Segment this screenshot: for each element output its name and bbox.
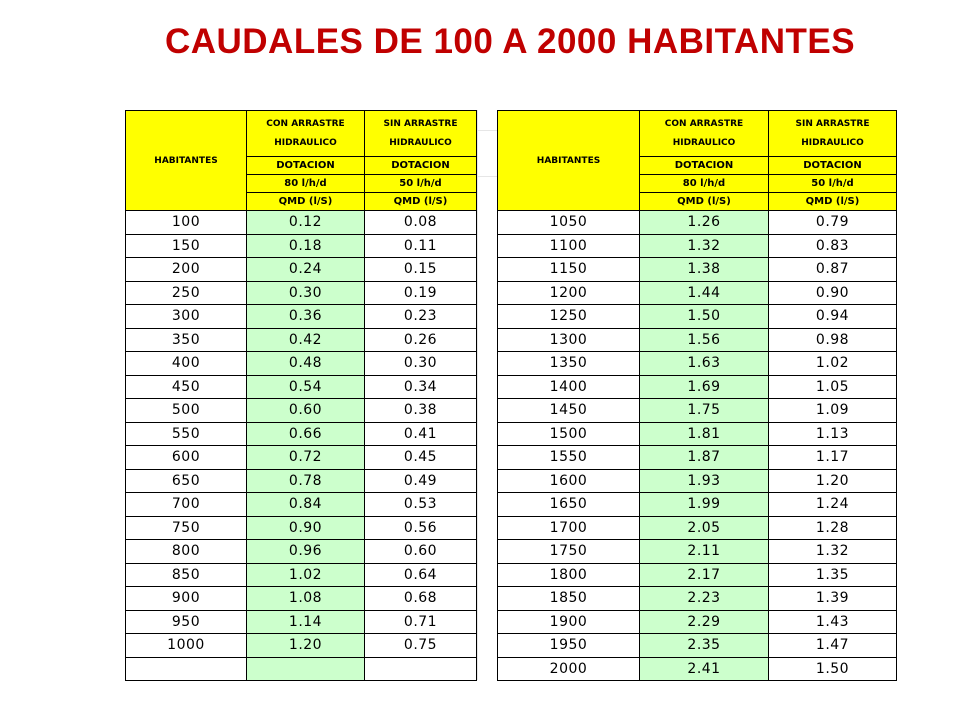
- con-arrastre-line: HIDRAULICO: [274, 137, 337, 148]
- table-row: [126, 328, 477, 352]
- habitantes-cell: 650: [126, 469, 247, 493]
- qmd-sin-cell: 0.83: [769, 234, 897, 258]
- qmd-header: QMD (l/S): [640, 193, 769, 211]
- table-row: [498, 375, 897, 399]
- qmd-sin-cell: 1.24: [769, 493, 897, 517]
- qmd-con-cell: 1.69: [640, 375, 769, 399]
- flow-table-right: [497, 110, 897, 681]
- qmd-con-cell: 0.12: [247, 211, 365, 235]
- habitantes-cell: 1650: [498, 493, 640, 517]
- con-arrastre-line: CON ARRASTRE: [266, 118, 345, 129]
- habitantes-cell: 1200: [498, 281, 640, 305]
- qmd-con-cell: 1.44: [640, 281, 769, 305]
- table-row: [498, 587, 897, 611]
- qmd-sin-cell: 0.11: [365, 234, 477, 258]
- table-row: [126, 634, 477, 658]
- habitantes-cell: 950: [126, 610, 247, 634]
- qmd-sin-cell: 0.30: [365, 352, 477, 376]
- qmd-header: QMD (l/S): [769, 193, 897, 211]
- habitantes-cell: 1150: [498, 258, 640, 282]
- qmd-sin-cell: 1.43: [769, 610, 897, 634]
- table-row: [126, 305, 477, 329]
- con-arrastre-line: HIDRAULICO: [672, 137, 736, 148]
- sin-arrastre-header: [769, 111, 897, 157]
- habitantes-cell: 850: [126, 563, 247, 587]
- qmd-con-cell: 0.90: [247, 516, 365, 540]
- dotacion-header: DOTACION: [247, 157, 365, 175]
- page-title: CAUDALES DE 100 A 2000 HABITANTES: [164, 22, 856, 61]
- table-row: [498, 352, 897, 376]
- habitantes-cell: 1850: [498, 587, 640, 611]
- qmd-sin-cell: 0.15: [365, 258, 477, 282]
- qmd-con-cell: 2.11: [640, 540, 769, 564]
- table-row: [126, 610, 477, 634]
- table-row: [498, 563, 897, 587]
- qmd-con-cell: 2.41: [640, 657, 769, 681]
- table-row: [498, 634, 897, 658]
- qmd-sin-cell: 0.08: [365, 211, 477, 235]
- qmd-con-cell: 0.30: [247, 281, 365, 305]
- table-row: [498, 281, 897, 305]
- qmd-sin-cell: 0.26: [365, 328, 477, 352]
- qmd-sin-cell: 0.34: [365, 375, 477, 399]
- con-arrastre-header: [640, 111, 769, 157]
- table-row: [498, 516, 897, 540]
- habitantes-cell: 1000: [126, 634, 247, 658]
- habitantes-cell: 750: [126, 516, 247, 540]
- table-row: [498, 422, 897, 446]
- dotacion-header: DOTACION: [365, 157, 477, 175]
- habitantes-cell: 700: [126, 493, 247, 517]
- dotacion-rate-con: 80 l/h/d: [640, 175, 769, 193]
- qmd-sin-cell: 1.39: [769, 587, 897, 611]
- qmd-con-cell: 0.60: [247, 399, 365, 423]
- habitantes-cell: 1100: [498, 234, 640, 258]
- table-row: [126, 540, 477, 564]
- table-row: [126, 493, 477, 517]
- table-row: [126, 375, 477, 399]
- qmd-con-cell: 0.42: [247, 328, 365, 352]
- table-row: [498, 234, 897, 258]
- qmd-sin-cell: 1.13: [769, 422, 897, 446]
- sin-arrastre-line: SIN ARRASTRE: [383, 118, 458, 129]
- table-row: [498, 493, 897, 517]
- qmd-sin-cell: 1.02: [769, 352, 897, 376]
- habitantes-cell: 1750: [498, 540, 640, 564]
- table-row: [498, 211, 897, 235]
- gap-gridline: [477, 110, 478, 680]
- habitantes-cell: 1900: [498, 610, 640, 634]
- qmd-con-cell: 1.75: [640, 399, 769, 423]
- habitantes-header: HABITANTES: [498, 111, 640, 211]
- table-row: [498, 305, 897, 329]
- qmd-con-cell: 2.35: [640, 634, 769, 658]
- habitantes-cell: 2000: [498, 657, 640, 681]
- habitantes-cell: 100: [126, 211, 247, 235]
- qmd-con-cell: 0.48: [247, 352, 365, 376]
- table-row: [126, 352, 477, 376]
- qmd-sin-cell: 0.49: [365, 469, 477, 493]
- qmd-sin-cell: 0.53: [365, 493, 477, 517]
- qmd-sin-cell: 1.47: [769, 634, 897, 658]
- qmd-sin-cell: 0.71: [365, 610, 477, 634]
- habitantes-cell: 1500: [498, 422, 640, 446]
- qmd-sin-cell: 1.17: [769, 446, 897, 470]
- qmd-sin-cell: 0.94: [769, 305, 897, 329]
- habitantes-cell: 1300: [498, 328, 640, 352]
- con-arrastre-line: CON ARRASTRE: [664, 118, 744, 129]
- qmd-con-cell: 1.32: [640, 234, 769, 258]
- table-row: [498, 469, 897, 493]
- qmd-sin-cell: 1.32: [769, 540, 897, 564]
- table-row: [126, 446, 477, 470]
- qmd-sin-cell: 1.50: [769, 657, 897, 681]
- qmd-con-cell: 0.78: [247, 469, 365, 493]
- habitantes-cell: 350: [126, 328, 247, 352]
- qmd-con-cell: 0.36: [247, 305, 365, 329]
- qmd-con-cell: [247, 657, 365, 681]
- habitantes-cell: 1050: [498, 211, 640, 235]
- qmd-con-cell: 0.24: [247, 258, 365, 282]
- habitantes-cell: 300: [126, 305, 247, 329]
- qmd-sin-cell: 0.79: [769, 211, 897, 235]
- qmd-sin-cell: 0.68: [365, 587, 477, 611]
- qmd-con-cell: 2.23: [640, 587, 769, 611]
- table-row: [498, 540, 897, 564]
- habitantes-cell: 900: [126, 587, 247, 611]
- qmd-con-cell: 1.02: [247, 563, 365, 587]
- habitantes-cell: [126, 657, 247, 681]
- con-arrastre-header: [247, 111, 365, 157]
- dotacion-rate-sin: 50 l/h/d: [365, 175, 477, 193]
- table-row: [498, 258, 897, 282]
- habitantes-cell: 150: [126, 234, 247, 258]
- qmd-sin-cell: 0.41: [365, 422, 477, 446]
- habitantes-cell: 200: [126, 258, 247, 282]
- sin-arrastre-line: SIN ARRASTRE: [795, 118, 870, 129]
- table-row: [126, 516, 477, 540]
- qmd-sin-cell: 1.28: [769, 516, 897, 540]
- flow-table-left: [125, 110, 477, 681]
- qmd-sin-cell: 0.60: [365, 540, 477, 564]
- qmd-con-cell: 1.38: [640, 258, 769, 282]
- habitantes-cell: 400: [126, 352, 247, 376]
- habitantes-cell: 1600: [498, 469, 640, 493]
- sin-arrastre-header: [365, 111, 477, 157]
- table-row: [498, 610, 897, 634]
- qmd-con-cell: 1.63: [640, 352, 769, 376]
- qmd-con-cell: 0.66: [247, 422, 365, 446]
- qmd-sin-cell: 1.35: [769, 563, 897, 587]
- sin-arrastre-line: HIDRAULICO: [801, 137, 864, 148]
- qmd-con-cell: 1.26: [640, 211, 769, 235]
- habitantes-cell: 1800: [498, 563, 640, 587]
- dotacion-header: DOTACION: [640, 157, 769, 175]
- habitantes-cell: 1250: [498, 305, 640, 329]
- qmd-sin-cell: 1.09: [769, 399, 897, 423]
- table-row: [498, 399, 897, 423]
- habitantes-cell: 500: [126, 399, 247, 423]
- table-row: [126, 211, 477, 235]
- qmd-con-cell: 1.93: [640, 469, 769, 493]
- dotacion-rate-sin: 50 l/h/d: [769, 175, 897, 193]
- qmd-con-cell: 2.29: [640, 610, 769, 634]
- qmd-sin-cell: 0.90: [769, 281, 897, 305]
- qmd-con-cell: 2.17: [640, 563, 769, 587]
- qmd-sin-cell: 0.45: [365, 446, 477, 470]
- habitantes-cell: 550: [126, 422, 247, 446]
- habitantes-cell: 1950: [498, 634, 640, 658]
- table-row: [126, 281, 477, 305]
- table-row: [126, 469, 477, 493]
- table-row: [498, 328, 897, 352]
- table-row: [126, 563, 477, 587]
- gap-gridline: [477, 176, 497, 177]
- habitantes-header: HABITANTES: [126, 111, 247, 211]
- habitantes-cell: 1400: [498, 375, 640, 399]
- qmd-header: QMD (l/S): [365, 193, 477, 211]
- qmd-con-cell: 1.87: [640, 446, 769, 470]
- habitantes-cell: 1350: [498, 352, 640, 376]
- qmd-con-cell: 0.84: [247, 493, 365, 517]
- sin-arrastre-line: HIDRAULICO: [389, 137, 452, 148]
- qmd-sin-cell: 0.38: [365, 399, 477, 423]
- qmd-con-cell: 1.56: [640, 328, 769, 352]
- table-row: [126, 234, 477, 258]
- qmd-con-cell: 0.72: [247, 446, 365, 470]
- habitantes-cell: 1550: [498, 446, 640, 470]
- table-row: [126, 587, 477, 611]
- qmd-sin-cell: 0.64: [365, 563, 477, 587]
- table-row: [126, 657, 477, 681]
- qmd-sin-cell: 0.19: [365, 281, 477, 305]
- qmd-con-cell: 1.81: [640, 422, 769, 446]
- qmd-sin-cell: 0.23: [365, 305, 477, 329]
- qmd-con-cell: 1.20: [247, 634, 365, 658]
- habitantes-cell: 450: [126, 375, 247, 399]
- qmd-sin-cell: 0.98: [769, 328, 897, 352]
- qmd-sin-cell: 1.20: [769, 469, 897, 493]
- table-row: [498, 446, 897, 470]
- qmd-con-cell: 0.96: [247, 540, 365, 564]
- habitantes-cell: 1700: [498, 516, 640, 540]
- dotacion-header: DOTACION: [769, 157, 897, 175]
- qmd-con-cell: 0.54: [247, 375, 365, 399]
- qmd-sin-cell: 0.56: [365, 516, 477, 540]
- qmd-sin-cell: [365, 657, 477, 681]
- qmd-con-cell: 1.08: [247, 587, 365, 611]
- gap-gridline: [477, 130, 497, 131]
- table-row: [126, 258, 477, 282]
- qmd-con-cell: 2.05: [640, 516, 769, 540]
- habitantes-cell: 600: [126, 446, 247, 470]
- qmd-header: QMD (l/S): [247, 193, 365, 211]
- habitantes-cell: 1450: [498, 399, 640, 423]
- table-row: [498, 657, 897, 681]
- qmd-sin-cell: 0.87: [769, 258, 897, 282]
- dotacion-rate-con: 80 l/h/d: [247, 175, 365, 193]
- table-row: [126, 422, 477, 446]
- habitantes-cell: 250: [126, 281, 247, 305]
- qmd-con-cell: 1.50: [640, 305, 769, 329]
- table-row: [126, 399, 477, 423]
- qmd-sin-cell: 1.05: [769, 375, 897, 399]
- qmd-con-cell: 1.99: [640, 493, 769, 517]
- qmd-sin-cell: 0.75: [365, 634, 477, 658]
- qmd-con-cell: 1.14: [247, 610, 365, 634]
- qmd-con-cell: 0.18: [247, 234, 365, 258]
- habitantes-cell: 800: [126, 540, 247, 564]
